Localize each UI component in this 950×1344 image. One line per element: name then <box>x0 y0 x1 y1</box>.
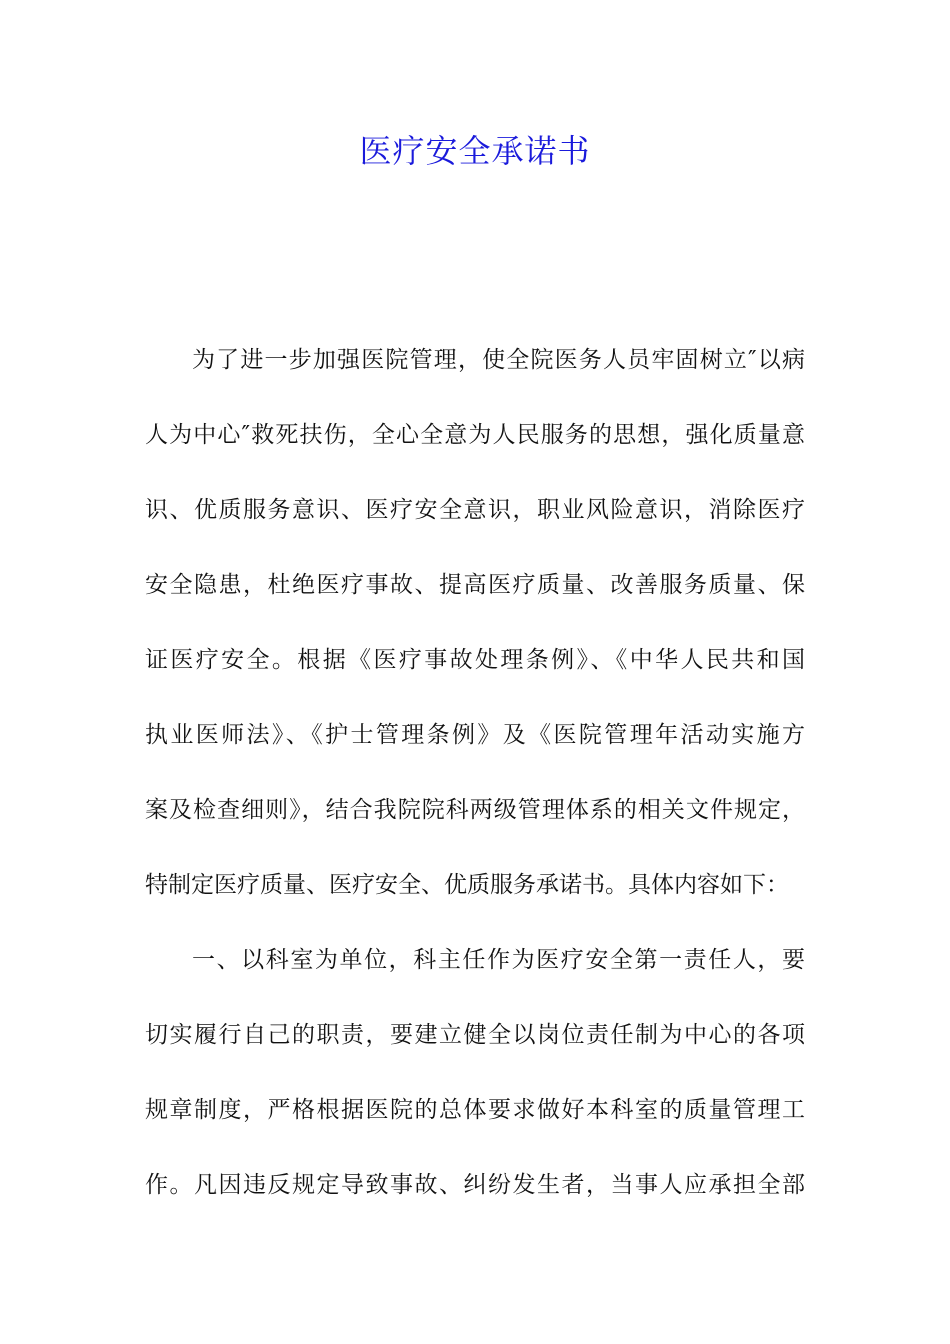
paragraph-line: 执业医师法》、《护士管理条例》及《医院管理年活动实施方 <box>145 722 805 748</box>
paragraph-line: 特制定医疗质量、医疗安全、优质服务承诺书。具体内容如下： <box>145 872 789 898</box>
paragraph-line: 人为中心″救死扶伤，全心全意为人民服务的思想，强化质量意 <box>145 422 805 448</box>
paragraph-line: 证医疗安全。根据《医疗事故处理条例》、《中华人民共和国 <box>145 647 805 673</box>
paragraph-line: 一、以科室为单位，科主任作为医疗安全第一责任人，要 <box>192 947 805 973</box>
document-title: 医疗安全承诺书 <box>359 132 591 170</box>
paragraph-line: 识、优质服务意识、医疗安全意识，职业风险意识，消除医疗 <box>145 497 805 523</box>
paragraph-line: 作。凡因违反规定导致事故、纠纷发生者，当事人应承担全部 <box>145 1172 805 1198</box>
paragraph-line: 案及检查细则》，结合我院院科两级管理体系的相关文件规定， <box>145 797 805 823</box>
paragraph-line: 切实履行自己的职责，要建立健全以岗位责任制为中心的各项 <box>145 1022 805 1048</box>
paragraph-line: 规章制度，严格根据医院的总体要求做好本科室的质量管理工 <box>145 1097 805 1123</box>
paragraph-line: 为了进一步加强医院管理，使全院医务人员牢固树立″以病 <box>192 347 805 373</box>
paragraph-line: 安全隐患，杜绝医疗事故、提高医疗质量、改善服务质量、保 <box>145 572 805 598</box>
